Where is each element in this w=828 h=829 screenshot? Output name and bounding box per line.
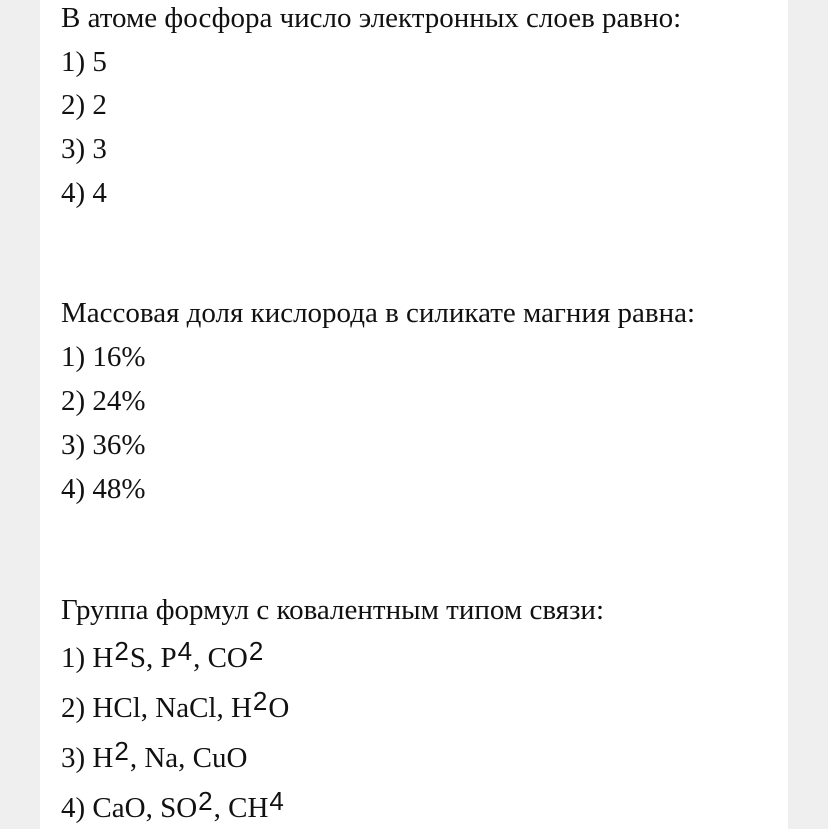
formula-text: 3) H: [61, 742, 114, 774]
question-3-option-2: [61, 686, 290, 725]
question-2-option-2: 2) 24%: [61, 385, 146, 417]
question-1-option-3: 3) 3: [61, 133, 107, 165]
formula-index: 2: [114, 636, 129, 666]
question-3-option-1: [61, 636, 264, 675]
question-3-text: Группа формул с ковалентным типом связи:: [61, 594, 604, 626]
formula-index: 4: [269, 786, 284, 816]
question-2-option-3: 3) 36%: [61, 429, 146, 461]
formula-index: 2: [248, 636, 264, 666]
formula-index: 4: [177, 636, 193, 666]
formula-index: 2: [198, 786, 213, 816]
question-3-option-4: [61, 786, 285, 825]
question-1-option-1: 1) 5: [61, 46, 107, 78]
question-2-option-1: 1) 16%: [61, 341, 146, 373]
formula-text: 2) HCl, NaCl, H: [61, 692, 252, 724]
formula-index: 2: [114, 736, 129, 766]
question-2-option-4: 4) 48%: [61, 473, 146, 505]
formula-text: , CH: [213, 792, 269, 824]
question-2-text: Массовая доля кислорода в силикате магния равна:: [61, 297, 696, 329]
formula-text: , CO: [193, 642, 248, 674]
formula-text: 1) H: [61, 642, 114, 674]
question-1-option-4: 4) 4: [61, 177, 107, 209]
formula-text: , Na, CuO: [129, 742, 248, 774]
formula-text: 4) CaO, SO: [61, 792, 198, 824]
formula-text: S, P: [129, 642, 177, 674]
question-1-text: В атоме фосфора число электронных слоев равно:: [61, 2, 682, 34]
question-1-option-2: 2) 2: [61, 89, 107, 121]
formula-index: 2: [252, 686, 268, 716]
question-3-option-3: [61, 736, 248, 775]
formula-text: O: [268, 692, 290, 724]
